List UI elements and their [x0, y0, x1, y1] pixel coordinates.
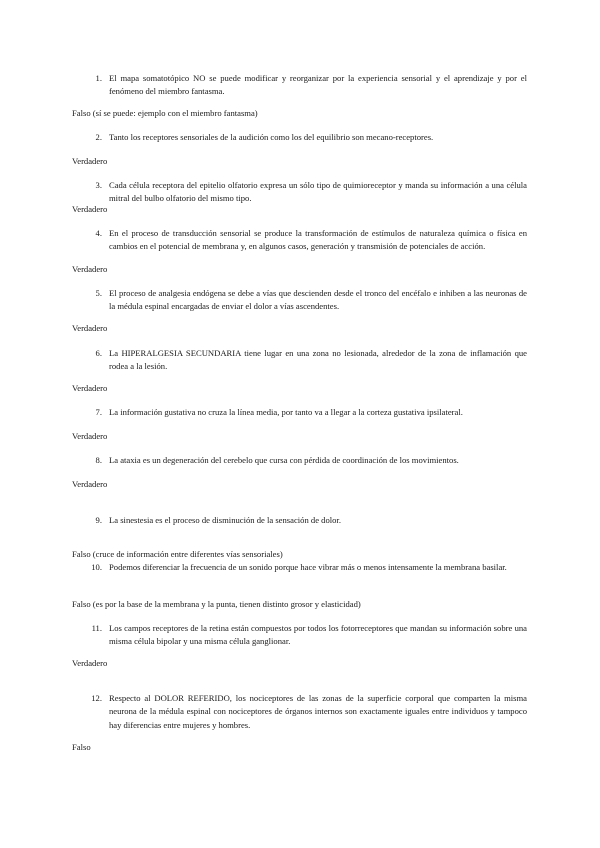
question-number: 3. [95, 180, 102, 190]
answer-10: Falso (es por la base de la membrana y la punta, tienen distinto grosor y elasticidad) [72, 599, 361, 609]
answer-11: Verdadero [72, 658, 108, 668]
answer-9: Falso (cruce de información entre diferentes vías sensoriales) [72, 549, 283, 559]
question-text: Podemos diferenciar la frecuencia de un sonido porque hace vibrar más o menos intensamente la membrana basilar. [109, 562, 507, 572]
question-text: La información gustativa no cruza la línea media, por tanto va a llegar a la corteza gustativa ipsilateral. [109, 407, 463, 417]
question-number: 12. [91, 693, 102, 703]
question-text: Tanto los receptores sensoriales de la audición como los del equilibrio son mecano-receptores. [109, 132, 434, 142]
question-number: 6. [95, 348, 102, 358]
answer-6: Verdadero [72, 383, 108, 393]
answer-7: Verdadero [72, 431, 108, 441]
question-number: 10. [91, 562, 102, 572]
question-number: 11. [91, 623, 102, 633]
answer-8: Verdadero [72, 479, 108, 489]
question-number: 4. [95, 228, 102, 238]
question-text: La sinestesia es el proceso de disminución de la sensación de dolor. [109, 515, 341, 525]
question-text: Los campos receptores de la retina están compuestos por todos los fotorreceptores que mandan su información sobre una misma célula bipolar y una misma célula ganglionar. [109, 623, 527, 647]
question-number: 2. [95, 132, 102, 142]
answer-4: Verdadero [72, 264, 108, 274]
answer-2: Verdadero [72, 156, 108, 166]
question-number: 9. [95, 515, 102, 525]
question-number: 8. [95, 455, 102, 465]
question-number: 1. [95, 73, 102, 83]
answer-12: Falso [72, 742, 91, 752]
question-text: Respecto al DOLOR REFERIDO, los nociceptores de las zonas de la superficie corporal que comparten la misma neurona de la médula espinal con nociceptores de órganos internos son exactamente iguales entre individuos y tampoco hay diferencias entre mujeres y hombres. [109, 693, 527, 730]
question-text: El mapa somatotópico NO se puede modificar y reorganizar por la experiencia sensorial y el aprendizaje y por el fenómeno del miembro fantasma. [109, 73, 527, 97]
answer-5: Verdadero [72, 323, 108, 333]
answer-3: Verdadero [72, 204, 108, 214]
question-text: En el proceso de transducción sensorial se produce la transformación de estímulos de naturaleza química o física en cambios en el potencial de membrana y, en algunos casos, generación y transmisión de potenciales de acción. [109, 228, 527, 252]
question-text: El proceso de analgesia endógena se debe a vías que descienden desde el tronco del encéfalo e inhiben a las neuronas de la médula espinal encargadas de enviar el dolor a vías ascendentes. [109, 288, 527, 312]
question-number: 7. [95, 407, 102, 417]
question-text: La HIPERALGESIA SECUNDARIA tiene lugar en una zona no lesionada, alrededor de la zona de inflamación que rodea a la lesión. [109, 348, 527, 372]
answer-1: Falso (sí se puede: ejemplo con el miembro fantasma) [72, 108, 258, 118]
question-text: La ataxia es un degeneración del cerebelo que cursa con pérdida de coordinación de los movimientos. [109, 455, 459, 465]
question-text: Cada célula receptora del epitelio olfatorio expresa un sólo tipo de quimioreceptor y manda su información a una célula mitral del bulbo olfatorio del mismo tipo. [109, 180, 527, 204]
question-number: 5. [95, 288, 102, 298]
